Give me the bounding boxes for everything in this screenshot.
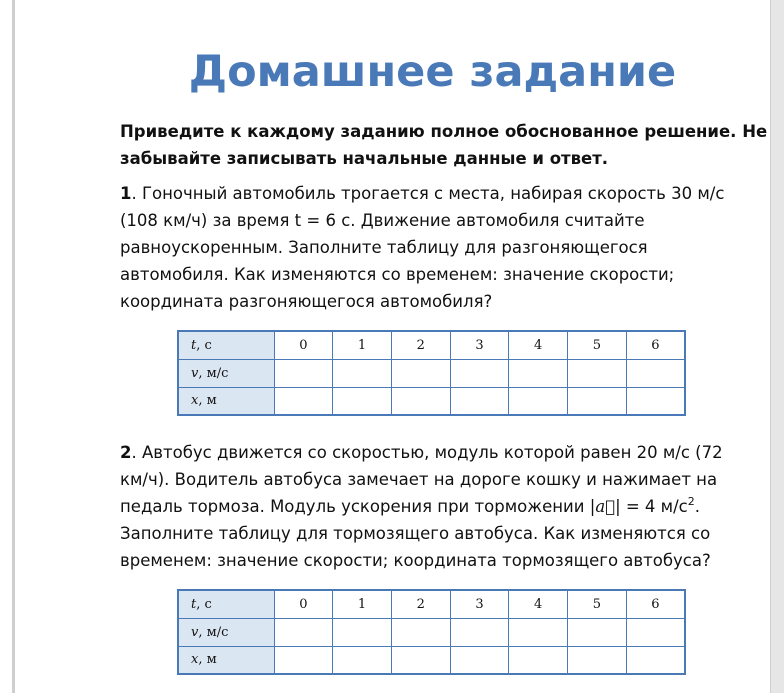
table-row-velocity xyxy=(178,618,685,646)
superscript-2: 2 xyxy=(687,495,695,508)
velocity-cell xyxy=(509,359,568,387)
page-left-edge xyxy=(12,0,15,693)
task-2 xyxy=(120,439,760,574)
var-v: v xyxy=(191,365,199,381)
var-x: x xyxy=(191,393,199,409)
task-2-line-3-c: . xyxy=(694,497,701,516)
task-1-line-5: координата разгоняющегося автомобиля? xyxy=(120,292,493,311)
task-2-line-4: Заполните таблицу для тормозящего автобуса. Как изменяются со xyxy=(120,524,711,543)
unit-x: , м xyxy=(198,393,217,409)
velocity-cell xyxy=(391,618,450,646)
task-1-line-1 xyxy=(120,180,760,207)
task-2-number: 2 xyxy=(120,443,132,462)
velocity-cell xyxy=(333,359,392,387)
task-2-line-1 xyxy=(120,439,760,466)
velocity-cell xyxy=(274,359,333,387)
unit-t: , с xyxy=(196,337,212,353)
coordinate-cell xyxy=(274,646,333,674)
task-1-table xyxy=(177,330,686,416)
page-title: Домашнее задание xyxy=(188,47,677,97)
coordinate-cell xyxy=(391,387,450,415)
task-2-line-2: км/ч). Водитель автобуса замечает на дороге кошку и нажимает на xyxy=(120,470,718,489)
velocity-cell xyxy=(626,359,685,387)
row-head-time xyxy=(178,331,274,359)
velocity-cell xyxy=(274,618,333,646)
velocity-cell xyxy=(450,618,509,646)
time-col-5: 5 xyxy=(568,590,627,618)
coordinate-cell xyxy=(509,646,568,674)
var-t: t xyxy=(191,337,197,353)
time-col-3: 3 xyxy=(450,590,509,618)
row-head-coordinate xyxy=(178,646,274,674)
unit-t: , с xyxy=(196,596,212,612)
time-col-0: 0 xyxy=(274,331,333,359)
task-2-table xyxy=(177,589,686,675)
table-row-coordinate xyxy=(178,646,685,674)
time-col-1: 1 xyxy=(333,590,392,618)
velocity-cell xyxy=(568,359,627,387)
table-row-coordinate xyxy=(178,387,685,415)
var-v: v xyxy=(191,624,199,640)
velocity-cell xyxy=(568,618,627,646)
table-row-time xyxy=(178,590,685,618)
time-col-4: 4 xyxy=(509,331,568,359)
velocity-cell xyxy=(391,359,450,387)
coordinate-cell xyxy=(450,646,509,674)
time-col-5: 5 xyxy=(568,331,627,359)
var-t: t xyxy=(191,596,197,612)
task-1-number: 1 xyxy=(120,184,132,203)
table-row-time xyxy=(178,331,685,359)
time-col-2: 2 xyxy=(391,590,450,618)
task-2-line-5: временем: значение скорости; координата тормозящего автобуса? xyxy=(120,551,711,570)
var-x: x xyxy=(191,652,199,668)
time-col-4: 4 xyxy=(509,590,568,618)
time-col-1: 1 xyxy=(333,331,392,359)
task-1-line-2: (108 км/ч) за время t = 6 с. Движение автомобиля считайте xyxy=(120,211,645,230)
row-head-coordinate xyxy=(178,387,274,415)
time-col-6: 6 xyxy=(626,331,685,359)
coordinate-cell xyxy=(568,387,627,415)
instructions-line-1: Приведите к каждому заданию полное обоснованное решение. Не xyxy=(120,122,768,141)
task-2-line-1-text: . Автобус движется со скоростью, модуль которой равен 20 м/с (72 xyxy=(131,443,723,462)
instructions-line-2: забывайте записывать начальные данные и ответ. xyxy=(120,149,609,168)
unit-v: , м/с xyxy=(198,365,229,381)
coordinate-cell xyxy=(509,387,568,415)
row-head-time xyxy=(178,590,274,618)
coordinate-cell xyxy=(333,387,392,415)
time-col-3: 3 xyxy=(450,331,509,359)
row-head-velocity xyxy=(178,359,274,387)
row-head-velocity xyxy=(178,618,274,646)
time-col-0: 0 xyxy=(274,590,333,618)
coordinate-cell xyxy=(626,646,685,674)
instructions xyxy=(120,118,768,172)
unit-v: , м/с xyxy=(198,624,229,640)
time-col-2: 2 xyxy=(391,331,450,359)
coordinate-cell xyxy=(333,646,392,674)
coordinate-cell xyxy=(626,387,685,415)
task-1-line-3: равноускоренным. Заполните таблицу для разгоняющегося xyxy=(120,238,648,257)
task-2-line-3 xyxy=(120,493,760,520)
coordinate-cell xyxy=(391,646,450,674)
acceleration-vector: a⃗ xyxy=(595,497,616,516)
task-2-line-3-a: педаль тормоза. Модуль ускорения при торможении | xyxy=(120,497,596,516)
velocity-cell xyxy=(509,618,568,646)
unit-x: , м xyxy=(198,652,217,668)
task-1 xyxy=(120,180,760,315)
coordinate-cell xyxy=(450,387,509,415)
table-row-velocity xyxy=(178,359,685,387)
task-2-line-3-b: | = 4 м/с xyxy=(615,497,688,516)
velocity-cell xyxy=(333,618,392,646)
task-1-line-4: автомобиля. Как изменяются со временем: значение скорости; xyxy=(120,265,675,284)
page-scrollbar-edge xyxy=(770,0,784,693)
velocity-cell xyxy=(450,359,509,387)
time-col-6: 6 xyxy=(626,590,685,618)
task-1-line-1-text: . Гоночный автомобиль трогается с места, набирая скорость 30 м/с xyxy=(131,184,725,203)
velocity-cell xyxy=(626,618,685,646)
coordinate-cell xyxy=(568,646,627,674)
coordinate-cell xyxy=(274,387,333,415)
